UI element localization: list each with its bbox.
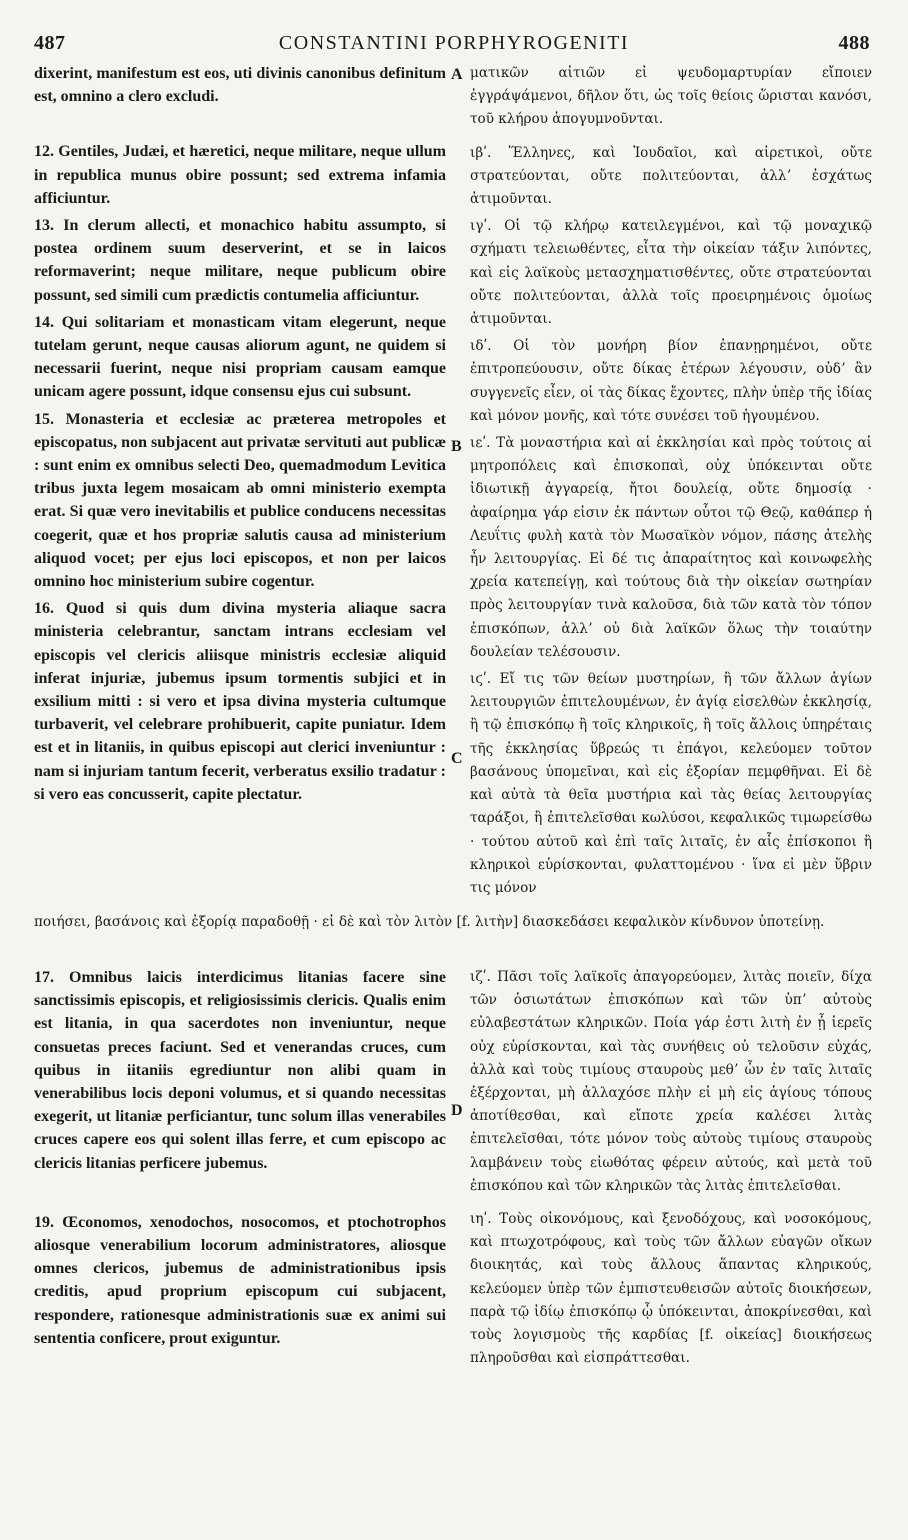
- latin-p15: 15. Monasteria et ecclesiæ ac præterea metropoles et episcopatus, non subjacent aut privatæ servituti aut publicæ : sunt enim ex omnibus selecti Deo, quemadmodum Levitica tribus juxta legem mosaicam ab omni ministerio exempta erat. Si quæ vero inevitabilis et publice conducens necessitas coegerit, quæ et hos propriæ salutis causa ad ministerium aliquod vocet; per ejus loci episcopos, et non per laicos omnino hoc ministerium subire cogentur.: [34, 410, 446, 591]
- running-title: CONSTANTINI PORPHYROGENITI: [278, 32, 630, 54]
- greek-column-lower: [470, 966, 872, 1370]
- greek-p11-tail: ματικῶν αἰτιῶν εἰ ψευδομαρτυρίαν εἴποιεν ἐγγράψάμενοι, δῆλον ὅτι, ὡς τοῖς θείοις ὥρισται κανόσι, τοῦ κλήρου ἀπογυμνοῦνται.: [470, 65, 872, 128]
- left-page-number: 487: [34, 32, 66, 54]
- margin-letter-d: D: [451, 1102, 463, 1119]
- latin-p13: 13. In clerum allecti, et monachico habitu assumpto, si postea ordinem suum deserverint, et se in laicos reformaverint; neque militare, neque publicum obire possunt, sed simili cum prædictis contumelia afficiuntur.: [34, 217, 446, 304]
- margin-letter-c: C: [451, 750, 463, 767]
- latin-column: [34, 62, 446, 806]
- latin-column-lower: [34, 966, 446, 1350]
- latin-p14: 14. Qui solitariam et monasticam vitam elegerunt, neque tutelam gerunt, neque causas aliorum agunt, ne quidem si necessarii fuerint, neque nisi propriam causam eamque unicam agere possunt, idque consensu ejus cui subsunt.: [34, 313, 446, 401]
- greek-p16-continuation: ποιήσει, βασάνοις καὶ ἐξορίᾳ παραδοθῇ · εἰ δὲ καὶ τὸν λιτὸν [f. λιτὴν] διασκεδάσει κεφαλικὸν κίνδυνον ὑποτείνῃ.: [34, 914, 825, 930]
- margin-letter-a: A: [451, 66, 463, 83]
- margin-letter-b: B: [451, 438, 462, 455]
- latin-p19: 19. Œconomos, xenodochos, nosocomos, et ptochotrophos aliosque venerabilium locorum administratores, aliosque omnes clericos, jubemus de administrationibus ipsis creditis, apud proprium episcopum cui subjacent, respondere, rationesque administrationis suæ ex animi sui sententia conficere, prout exiguntur.: [34, 1213, 446, 1347]
- greek-p15: ιεʹ. Τὰ μοναστήρια καὶ αἱ ἐκκλησίαι καὶ πρὸς τούτοις αἱ μητροπόλεις καὶ ἐπισκοπαὶ, οὐχ ὑπόκεινται οὔτε ἰδιωτικῇ ἀγγαρείᾳ, ἤτοι δουλείᾳ, οὔτε δημοσίᾳ · ἀφαίρημα γάρ εἰσιν ἐκ πάντων οὗτοι τῷ Θεῷ, καθάπερ ἡ Λευΐτις φυλὴ κατὰ τὸν Μωσαϊκὸν νόμον, πάσης ἀτελὴς ἦν λειτουργίας. Εἰ δέ τις ἀπαραίτητος καὶ κοινωφελὴς χρεία κατεπείγῃ, καὶ τούτους διὰ τὴν οἰκείαν σωτηρίαν πρὸς λειτουργίαν τινὰ καλοῦσα, διὰ τῶν κατὰ τὸν τόπον ἐπισκόπων, ἀλλʼ οὐ διὰ λαϊκῶν ὅλως τὴν τοιαύτην δουλείαν τελέσουσιν.: [470, 435, 872, 660]
- greek-p13: ιγʹ. Οἱ τῷ κλήρῳ κατειλεγμένοι, καὶ τῷ μοναχικῷ σχήματι τελειωθέντες, εἶτα τὴν οἰκείαν τάξιν λιπόντες, καὶ εἰς λαϊκοὺς μετασχηματισθέντες, οὔτε στρατεύονται οὔτε πολιτεύονται, ἀλλὰ τοῖς προειρημένοις ὁμοίως ἀτιμοῦνται.: [470, 218, 872, 328]
- latin-p17: 17. Omnibus laicis interdicimus litanias facere sine sanctissimis episcopis, et religiosissimis clericis. Qualis enim est litania, in qua sacerdotes non inveniuntur, neque consuetas preces faciunt. Sed et venerandas cruces, cum quibus in iitaniis egrediuntur non alibi quam in venerabilibus locis deponi volumus, et si quando necessitas exegerit, ut litaniæ perficiantur, tunc solum illas venerabiles cruces capere eos qui solent illas ferre, et cum episcopo ac clericis litanias perficere jubemus.: [34, 969, 446, 1172]
- running-header: [0, 32, 908, 56]
- latin-p11-tail: dixerint, manifestum est eos, uti divinis canonibus definitum est, omnino a clero excludi.: [34, 65, 446, 106]
- right-page-number: 488: [838, 32, 870, 54]
- latin-p12: 12. Gentiles, Judæi, et hæretici, neque militare, neque ullum in republica munus obire possunt; sed extrema infamia afficiuntur.: [34, 143, 446, 207]
- greek-p18: ιηʹ. Τοὺς οἰκονόμους, καὶ ξενοδόχους, καὶ νοσοκόμους, καὶ πτωχοτρόφους, καὶ τοὺς τῶν ἄλλων εὐαγῶν οἴκων διοικητάς, καὶ τοὺς ἄλλους ἅπαντας κληρικούς, κελεύομεν ὑπὲρ τῶν ἐμπιστευθεισῶν αὐτοῖς διοικήσεων, παρὰ τῷ ἰδίῳ ἐπισκόπῳ ᾧ ὑπόκεινται, ἀποκρίνεσθαι, καὶ τοὺς λογισμοὺς τῆς καρδίας [f. οἰκείας] διοικήσεως πληροῦσθαι καὶ εἰσπράττεσθαι.: [470, 1211, 872, 1367]
- latin-p16: 16. Quod si quis dum divina mysteria aliaque sacra ministeria celebrantur, sanctam intrans ecclesiam vel episcopis vel clericis aliisque ministris ecclesiæ aliquid inferat injuriæ, jubemus ipsum tormentis subjici et in exsilium mitti : si vero et ipsa divina mysteria cultumque turbaverit, vel celebrare prohibuerit, capite puniatur. Idem est et in litaniis, in quibus episcopi aut clerici inveniuntur : nam si injuriam tantum fecerit, verberatus exsilio tradatur : si vero eas concusserit, capite plectatur.: [34, 600, 446, 803]
- greek-p14: ιδʹ. Οἱ τὸν μονήρη βίον ἐπανῃρημένοι, οὔτε ἐπιτροπεύουσιν, οὔτε δίκας ἑτέρων λέγουσιν, οὐδʼ ἂν συγγενεῖς εἶεν, οἱ τὰς δίκας ἔχοντες, πλὴν ὑπὲρ τῆς ἰδίας καὶ μόνον μονῆς, καὶ τότε συνέσει τοῦ ἡγουμένου.: [470, 338, 872, 424]
- greek-column: [470, 62, 872, 900]
- greek-p12: ιβʹ. Ἕλληνες, καὶ Ἰουδαῖοι, καὶ αἱρετικοὶ, οὔτε στρατεύονται, οὔτε πολιτεύονται, ἀλλʼ ἐσχάτως ἀτιμοῦνται.: [470, 144, 872, 208]
- greek-p17: ιζʹ. Πᾶσι τοῖς λαϊκοῖς ἀπαγορεύομεν, λιτὰς ποιεῖν, δίχα τῶν ὁσιωτάτων ἐπισκόπων καὶ τῶν ὑπʼ αὐτοὺς εὐλαβεστάτων κληρικῶν. Ποία γάρ ἐστι λιτὴ ἐν ᾗ ἱερεῖς οὐχ εὑρίσκονται, καὶ τὰς συνήθεις οὐ τελοῦσιν εὐχάς, ἀλλὰ καὶ τοὺς τιμίους σταυροὺς μεθʼ ὧν ἐν ταῖς λιταῖς ἐξέρχονται, μὴ ἀλλαχόσε πλὴν εἰ μὴ εἰς ἁγίους τόπους ἀποτίθεσθαι, καὶ εἴποτε χρεία καλέσει λιτὰς ἐπιτελεῖσθαι, τότε μόνον τοὺς αὐτοὺς τιμίους σταυροὺς λαμβάνειν τοὺς εἰωθότας φέρειν αὐτούς, καὶ μετὰ τοῦ ἐπισκόπου καὶ τῶν κληρικῶν τὰς λιτὰς ἐπιτελεῖσθαι.: [470, 969, 872, 1194]
- greek-p16: ιϛʹ. Εἴ τις τῶν θείων μυστηρίων, ἢ τῶν ἄλλων ἁγίων λειτουργιῶν ἐπιτελουμένων, ἐν ἁγίᾳ εἰσελθὼν ἐκκλησίᾳ, ἢ τῷ ἐπισκόπῳ ἢ τοῖς κληρικοῖς, ἢ τοῖς ἄλλοις ὑπηρέταις τῆς ἐκκλησίας ὕβρεώς τι ἐπάγοι, κελεύομεν τοῦτον βασάνους ὑπομεῖναι, καὶ εἰς ἐξορίαν πεμφθῆναι. Εἰ δὲ καὶ αὐτὰ τὰ θεῖα μυστήρια καὶ τὰς θείας λειτουργίας ταράξοι, ἢ ἐπιτελεῖσθαι κωλύσοι, κεφαλικῶς τιμωρείσθω · τούτου αὐτοῦ καὶ ἐπὶ ταῖς λιταῖς, ἐν αἷς ἐπίσκοποι ἢ κληρικοὶ εὑρίσκονται, φυλαττομένου · ἵνα εἰ μὲν ὕβριν τις μόνον: [470, 671, 872, 896]
